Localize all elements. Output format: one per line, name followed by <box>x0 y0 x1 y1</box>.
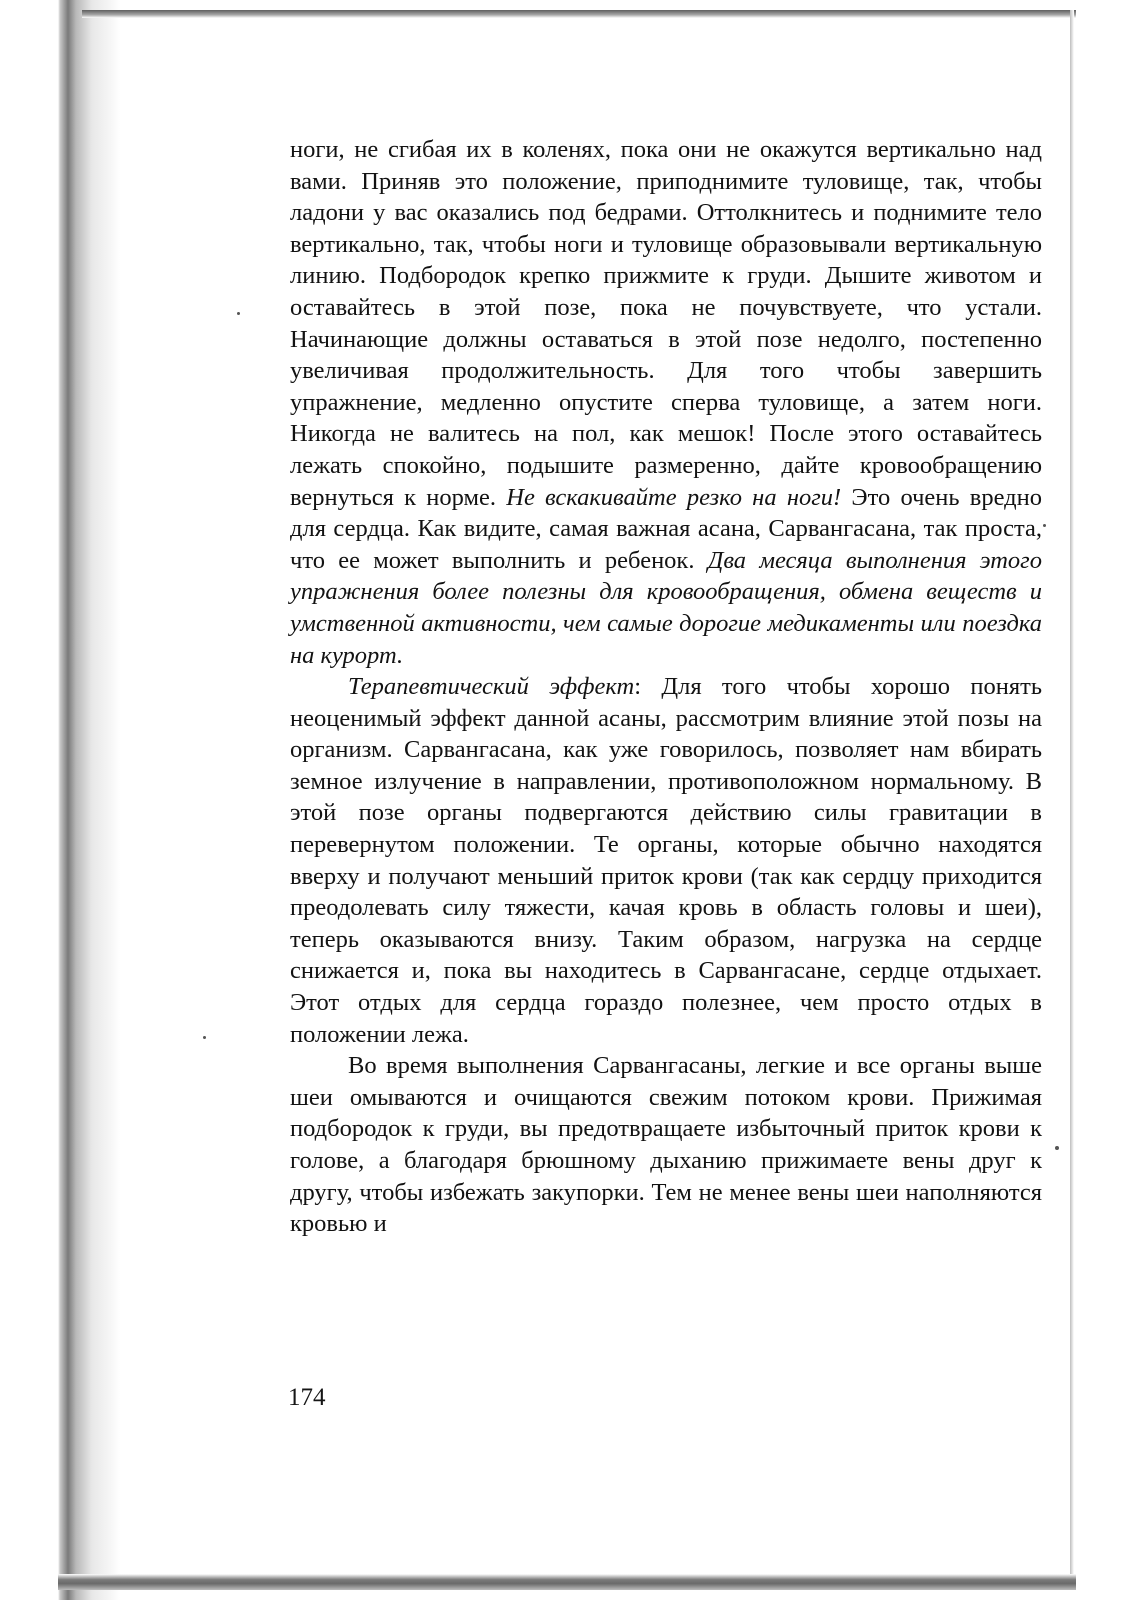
scan-speck <box>1043 524 1046 527</box>
text-run: Во время выполнения Сарвангасаны, легкие и все органы выше шеи омываются и очищаются свежим потоком крови. Прижимая подбородок к груди, вы предотвращаете избыточный приток крови к голове, а благодаря брюшному дыханию прижимаете вены друг к другу, чтобы избежать закупорки. Тем не менее вены шеи наполняются кровью и <box>290 1052 1042 1238</box>
italic-label: Терапевтический эффект <box>348 673 635 701</box>
book-spine-shadow <box>0 0 120 1600</box>
italic-text-run: Два месяца выполнения этого упражнения более полезны для кровообращения, обмена веществ и умственной активности, чем самые дорогие медикаменты или поездка на курорт. <box>290 546 1042 669</box>
page-right-edge <box>1070 10 1074 1580</box>
text-run: : Для того чтобы хорошо понять неоценимый эффект данной асаны, рассмотрим влияние этой позы на организм. Сарвангасана, как уже говорилось, позволяет нам вбирать земное излучение в направлении, противоположном нормальному. В этой позе органы подвергаются действию силы гравитации в перевернутом положении. Те органы, которые обычно находятся вверху и получают меньший приток крови (так как сердцу приходится преодолевать силу тяжести, качая кровь в область головы и шеи), теперь оказываются внизу. Таким образом, нагрузка на сердце снижается и, пока вы находитесь в Сарвангасане, сердце отдыхает. Этот отдых для сердца гораздо полезнее, чем просто отдых в положении лежа. <box>290 673 1042 1048</box>
paragraph <box>290 671 1042 1050</box>
body-text <box>290 134 1042 1240</box>
paragraph <box>290 134 1042 671</box>
page-top-edge <box>82 10 1076 18</box>
scan-speck <box>1055 1146 1059 1150</box>
page-bottom-edge <box>58 1574 1076 1590</box>
scan-speck <box>203 1036 206 1039</box>
paragraph <box>290 1050 1042 1240</box>
page-number: 174 <box>288 1384 326 1411</box>
scan-speck <box>237 312 240 315</box>
text-run: Это очень вредно для сердца. Как видите, самая важная асана, Сарвангасана, так проста, что ее может выполнить и ребенок. <box>290 483 1042 574</box>
italic-text-run: Не вскакивайте резко на ноги! <box>506 483 842 511</box>
text-run: ноги, не сгибая их в коленях, пока они не окажутся вертикально над вами. Приняв это положение, приподнимите туловище, так, чтобы ладони у вас оказались под бедрами. Оттолкнитесь и поднимите тело вертикально, так, чтобы ноги и туловище образовывали вертикальную линию. Подбородок крепко прижмите к груди. Дышите животом и оставайтесь в этой позе, пока не почувствуете, что устали. Начинающие должны оставаться в этой позе недолго, постепенно увеличивая продолжительность. Для того чтобы завершить упражнение, медленно опустите сперва туловище, а затем ноги. Никогда не валитесь на пол, как мешок! После этого оставайтесь лежать спокойно, подышите размеренно, дайте кровообращению вернуться к норме. <box>290 136 1042 511</box>
